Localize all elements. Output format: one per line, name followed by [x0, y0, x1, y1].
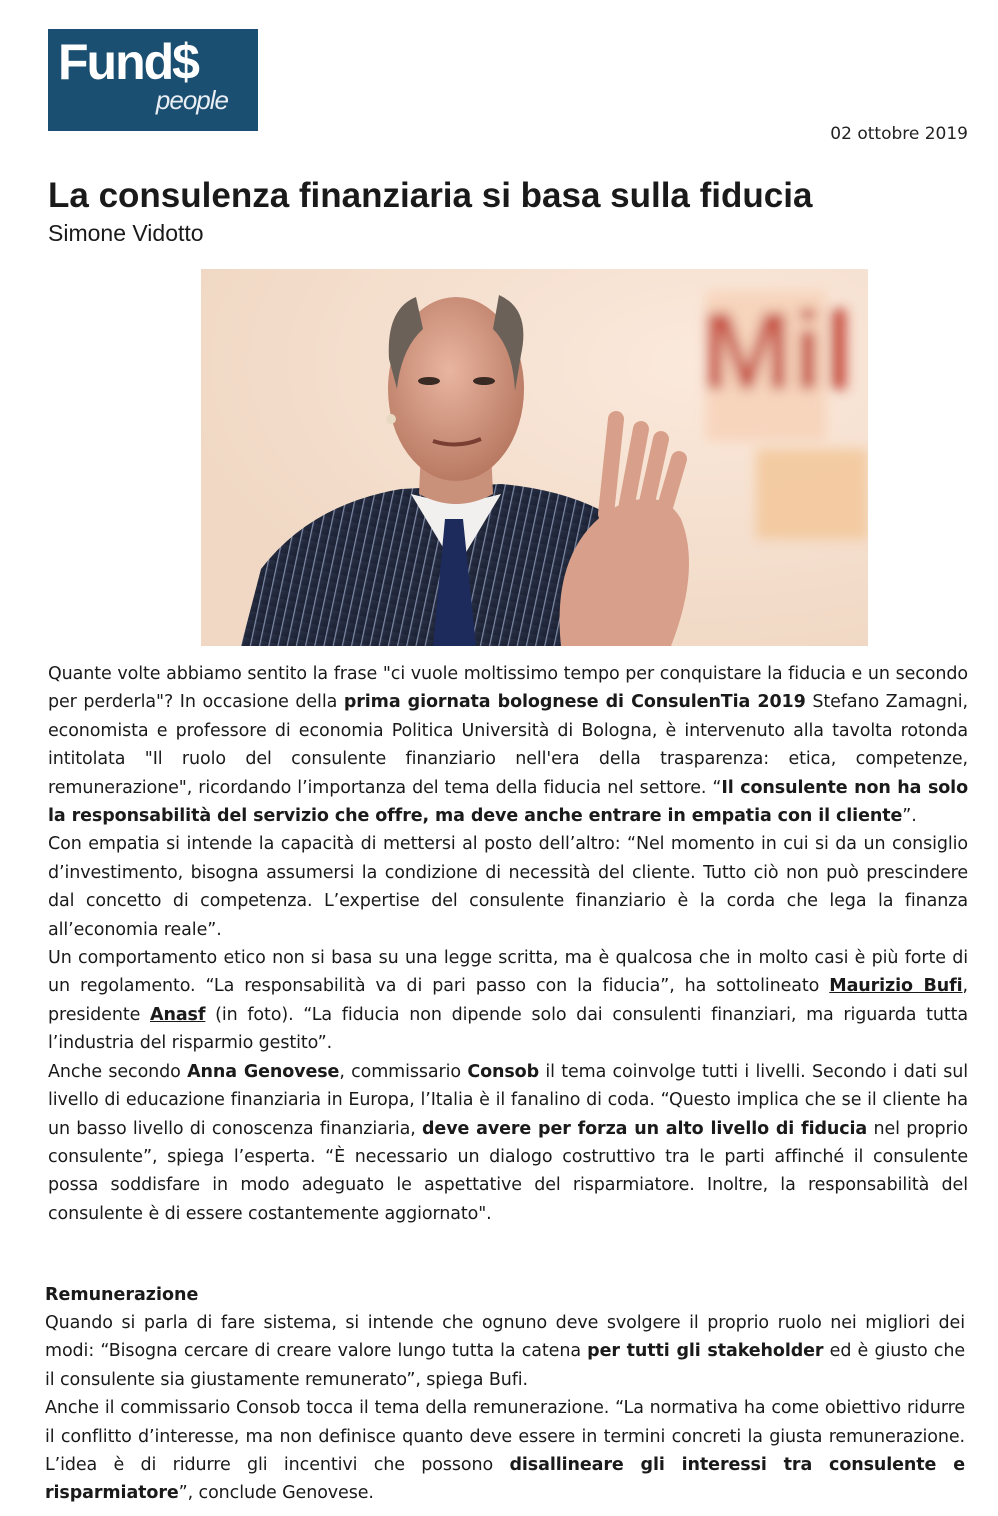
- paragraph-empatia: Con empatia si intende la capacità di mettersi al posto dell’altro: “Nel momento in cui si da un consiglio d’investimento, bisogna assumersi la condizione di necessità del cliente. Tutto ciò non può prescindere dal concetto di competenza. L’expertise del consulente finanziario è la corda che lega la finanza all’economia reale”.: [48, 834, 968, 940]
- article-photo: [201, 269, 868, 646]
- section-heading-remunerazione: Remunerazione: [45, 1285, 199, 1305]
- bold-event: prima giornata bolognese di ConsulenTia 2019: [343, 692, 806, 713]
- bold-stakeholder: per tutti gli stakeholder: [587, 1341, 824, 1362]
- paragraph-sistema: Quando si parla di fare sistema, si intende che ognuno deve svolgere il proprio ruolo nei migliori dei modi: “Bisogna cercare di creare valore lungo tutta la catena per tutti gli stakeholder ed è giusto che il consulente sia giustamente remunerato”, spiega Bufi.: [45, 1313, 965, 1390]
- bold-quote: Il consulente non ha solo la responsabilità del servizio che offre, ma deve anche entrare in empatia con il cliente: [48, 777, 969, 827]
- article-title: La consulenza finanziaria si basa sulla fiducia: [48, 176, 813, 215]
- fundspeople-logo: [48, 29, 258, 131]
- article-body-remunerazione: [45, 1309, 965, 1508]
- bold-anna-genovese: Anna Genovese: [187, 1061, 340, 1082]
- paragraph-genovese: Anche secondo Anna Genovese, commissario Consob il tema coinvolge tutti i livelli. Secondo i dati sul livello di educazione finanziaria in Europa, l’Italia è il fanalino di coda. “Questo implica che se il cliente ha un basso livello di conoscenza finanziaria, deve avere per forza un alto livello di fiducia nel proprio consulente”, spiega l’esperta. “È necessario un dialogo costruttivo tra le parti affinché il consulente possa soddisfare in modo adeguato le aspettative del risparmiatore. Inoltre, la responsabilità del consulente è di essere costantemente aggiornato".: [48, 1061, 969, 1224]
- paragraph-intro: Quante volte abbiamo sentito la frase "ci vuole moltissimo tempo per conquistare la fiducia e un secondo per perderla"? In occasione della prima giornata bolognese di ConsulenTia 2019 Stefano Zamagni, economista e professore di economia Politica Università di Bologna, è intervenuto alla tavolta rotonda intitolata "Il ruolo del consulente finanziario nell'era della trasparenza: etica, competenze, remunerazione", ricordando l’importanza del tema della fiducia nel settore. “Il consulente non ha solo la responsabilità del servizio che offre, ma deve anche entrare in empatia con il cliente”.: [48, 664, 969, 827]
- publication-date: 02 ottobre 2019: [830, 124, 968, 144]
- bold-consob: Consob: [467, 1061, 540, 1082]
- article-body: [48, 660, 968, 1228]
- bold-fiducia: deve avere per forza un alto livello di fiducia: [422, 1118, 868, 1139]
- backdrop-lettering: Mil: [701, 290, 854, 413]
- bold-disallineare: disallineare gli interessi tra consulente e risparmiatore: [45, 1455, 965, 1504]
- link-anasf[interactable]: Anasf: [150, 1004, 206, 1025]
- logo-subtitle: people: [155, 85, 228, 115]
- paragraph-conclusione: Anche il commissario Consob tocca il tema della remunerazione. “La normativa ha come obiettivo ridurre il conflitto d’interesse, ma non definisce quanto deve essere in termini concreti la giusta remunerazione. L’idea è di ridurre gli incentivi che possono disallineare gli interessi tra consulente e risparmiatore”, conclude Genovese.: [45, 1398, 965, 1504]
- article-author: Simone Vidotto: [48, 220, 204, 246]
- paragraph-etico: Un comportamento etico non si basa su una legge scritta, ma è qualcosa che in molto casi è più forte di un regolamento. “La responsabilità va di pari passo con la fiducia”, ha sottolineato Maurizio Bufi, presidente Anasf (in foto). “La fiducia non dipende solo dai consulenti finanziari, ma riguarda tutta l’industria del risparmio gestito”.: [48, 948, 968, 1054]
- logo-wordmark: Fund$: [58, 34, 198, 90]
- link-maurizio-bufi[interactable]: Maurizio Bufi: [829, 976, 963, 997]
